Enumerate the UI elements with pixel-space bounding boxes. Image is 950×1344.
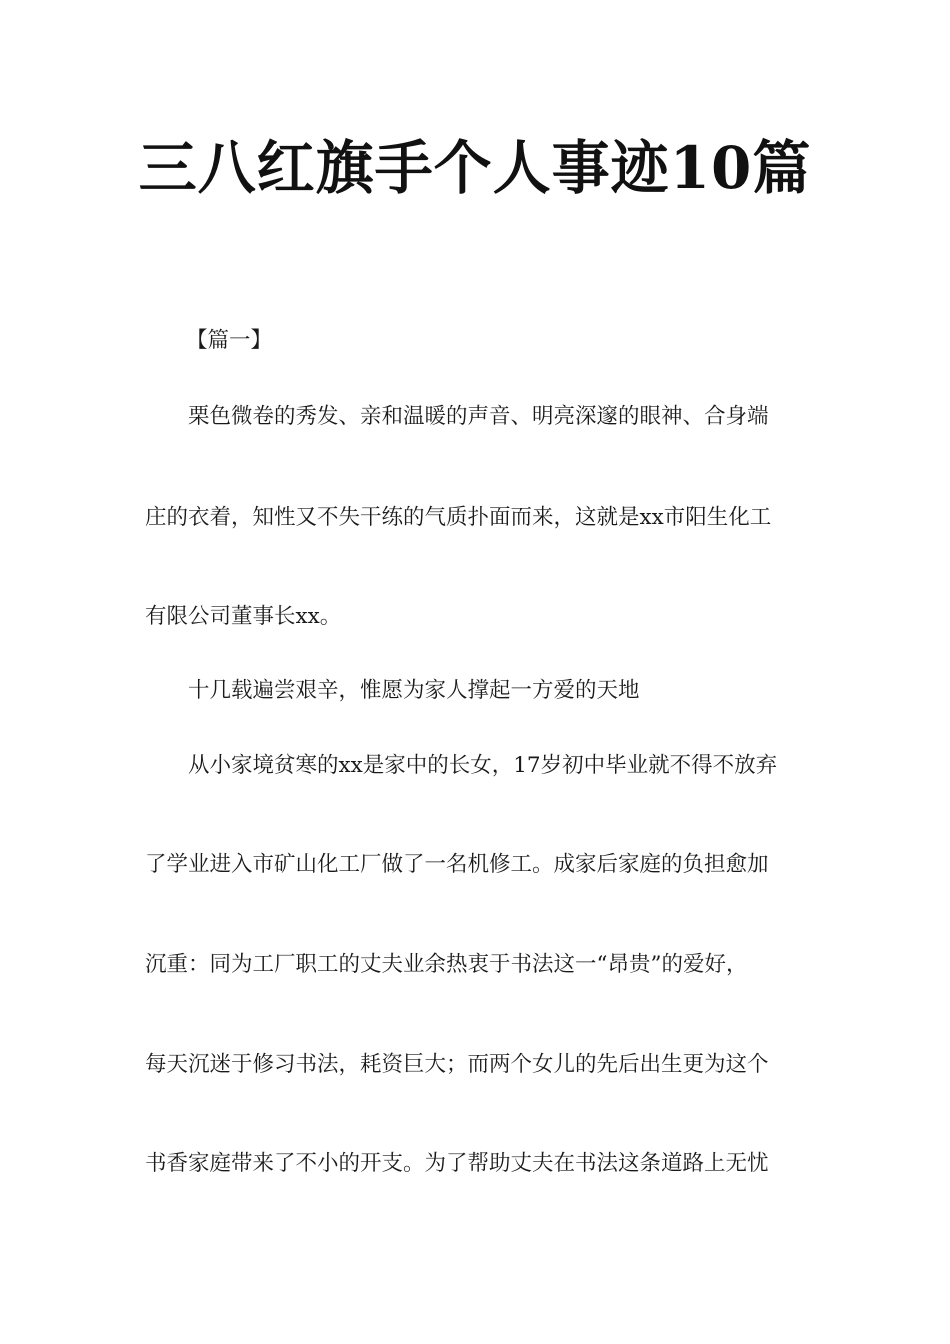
section-heading-line: 十几载遍尝艰辛，惟愿为家人撑起一方爱的天地 (188, 678, 640, 703)
paragraph-line: 栗色微卷的秀发、亲和温暖的声音、明亮深邃的眼神、合身端 (188, 404, 769, 429)
document-title: 三八红旗手个人事迹10篇 (138, 134, 812, 202)
paragraph-line: 每天沉迷于修习书法，耗资巨大；而两个女儿的先后出生更为这个 (145, 1052, 769, 1077)
section-label: 【篇一】 (186, 328, 273, 353)
paragraph-line: 书香家庭带来了不小的开支。为了帮助丈夫在书法这条道路上无忧 (145, 1151, 769, 1176)
paragraph-line: 庄的衣着，知性又不失干练的气质扑面而来，这就是xx市阳生化工 (145, 505, 772, 530)
paragraph-line: 了学业进入市矿山化工厂做了一名机修工。成家后家庭的负担愈加 (145, 852, 769, 877)
paragraph-line: 有限公司董事长xx。 (145, 604, 342, 629)
paragraph-line: 沉重：同为工厂职工的丈夫业余热衷于书法这一“昂贵”的爱好， (145, 952, 748, 977)
paragraph-line: 从小家境贫寒的xx是家中的长女，17岁初中毕业就不得不放弃 (188, 753, 778, 778)
